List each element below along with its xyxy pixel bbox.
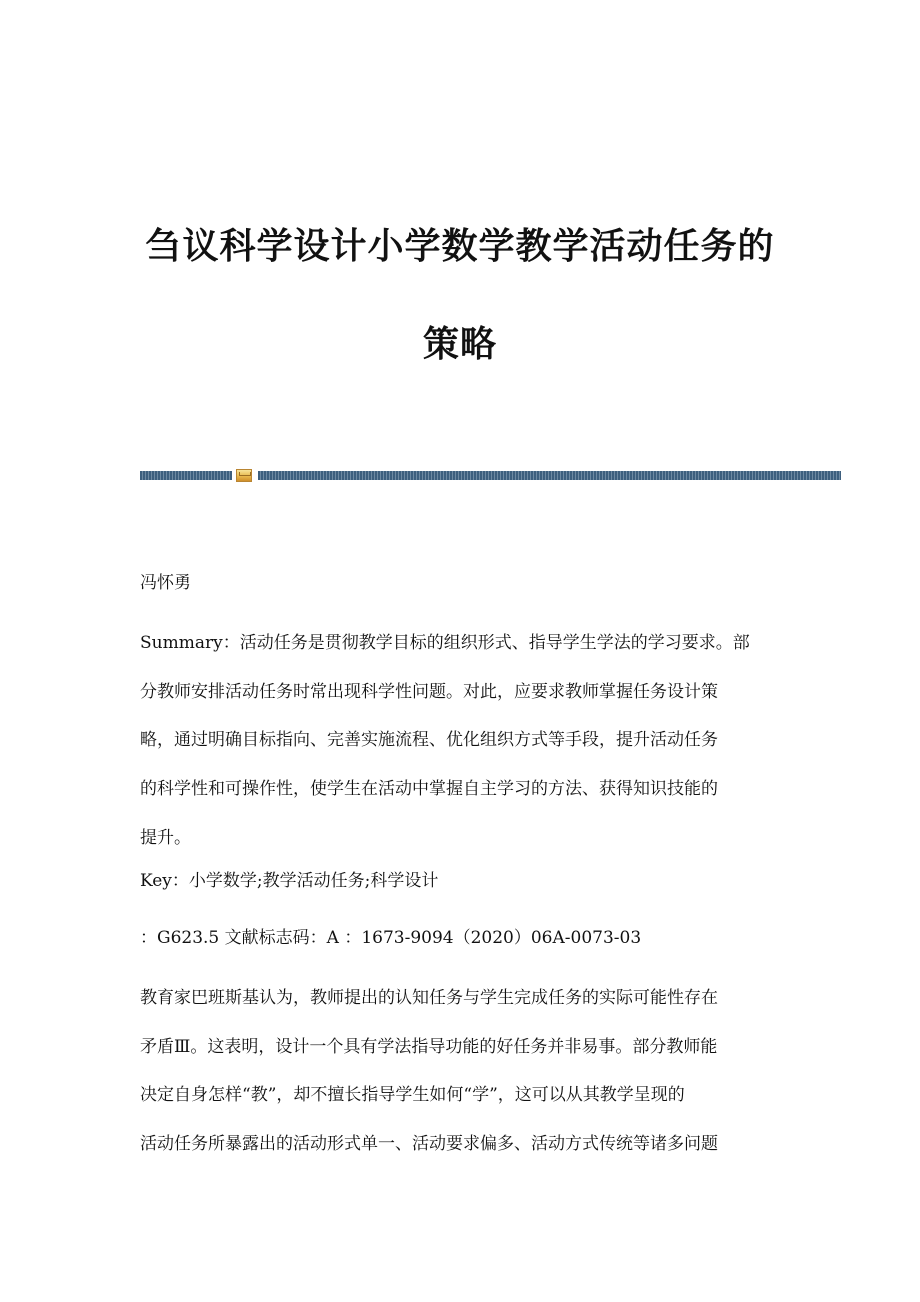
summary-line: 分教师安排活动任务时常出现科学性问题。对此，应要求教师掌握任务设计策 (140, 681, 718, 702)
summary-line: 略，通过明确目标指向、完善实施流程、优化组织方式等手段，提升活动任务 (140, 730, 718, 751)
divider-bar-right (258, 471, 841, 480)
title-divider (140, 471, 841, 480)
body-line: 矛盾Ⅲ。这表明，设计一个具有学法指导功能的好任务并非易事。部分教师能 (140, 1036, 718, 1057)
divider-bar-left (140, 471, 232, 480)
author-name: 冯怀勇 (140, 573, 191, 593)
keywords-line: Key：小学数学;教学活动任务;科学设计 (140, 871, 439, 891)
summary-line: 提升。 (140, 827, 191, 848)
body-line: 教育家巴班斯基认为，教师提出的认知任务与学生完成任务的实际可能性存在 (140, 988, 718, 1008)
body-line: 活动任务所暴露出的活动形式单一、活动要求偏多、活动方式传统等诸多问题 (140, 1134, 718, 1155)
classification-line: ：G623.5 文献标志码：A ：1673-9094（2020）06A-0073-03 (140, 928, 642, 948)
summary-paragraph (140, 619, 780, 863)
envelope-ornament-icon (236, 469, 252, 482)
document-title-line-2: 策略 (422, 324, 497, 365)
summary-line: 的科学性和可操作性，使学生在活动中掌握自主学习的方法、获得知识技能的 (140, 779, 718, 800)
summary-line: Summary：活动任务是贯彻教学目标的组织形式、指导学生学法的学习要求。部 (140, 633, 750, 653)
document-title-line-1: 刍议科学设计小学数学教学活动任务的 (145, 226, 775, 267)
body-paragraph (140, 974, 780, 1169)
body-line: 决定自身怎样“教”，却不擅长指导学生如何“学”，这可以从其教学呈现的 (140, 1085, 685, 1106)
